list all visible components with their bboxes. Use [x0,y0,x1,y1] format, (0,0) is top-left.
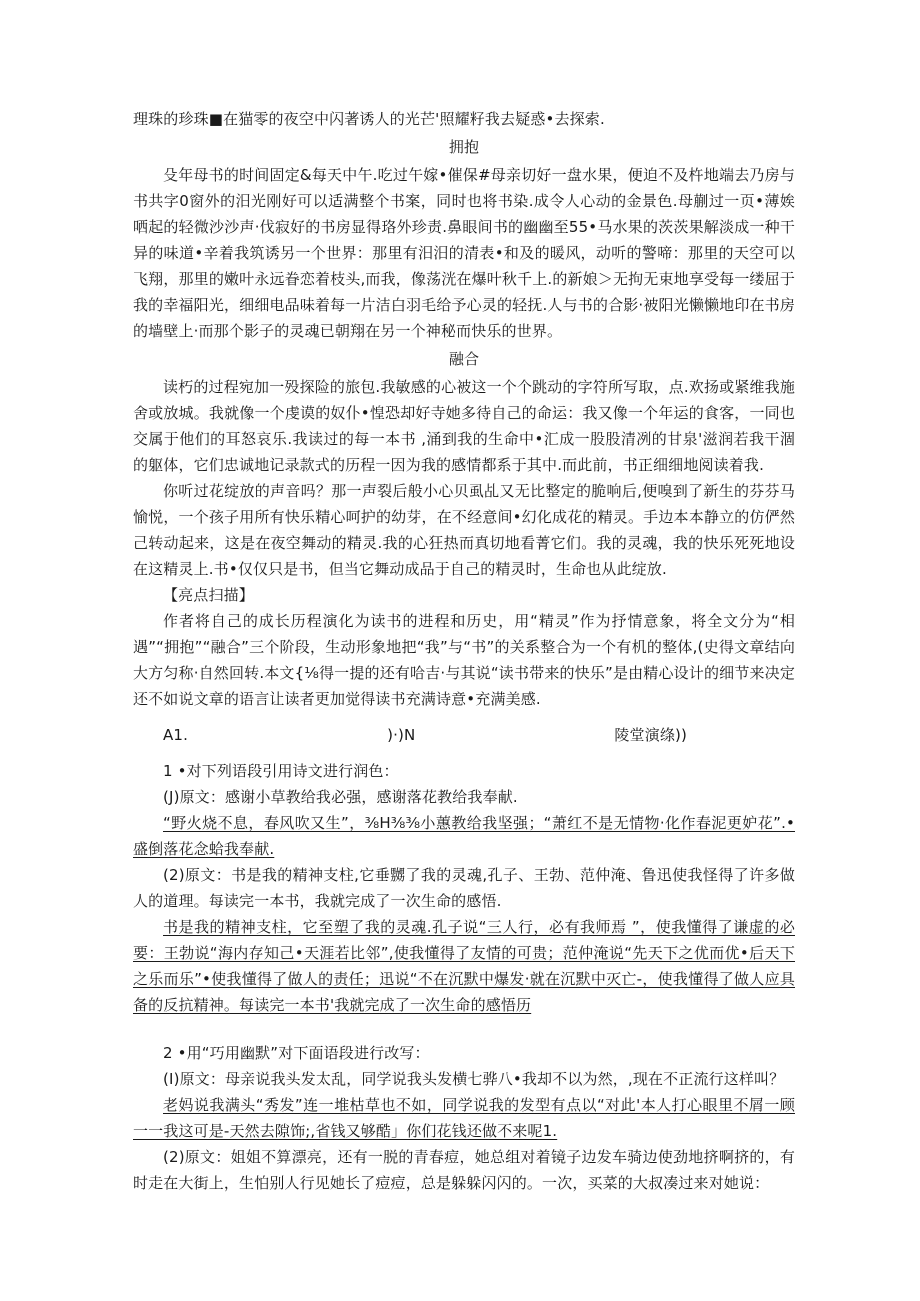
section-title-merge: 融合 [448,350,480,368]
spacer [133,1018,795,1040]
exercise-1-item-1-answer [133,810,795,862]
exercise-2-item-1-answer [133,1092,795,1144]
exercise-2-prompt: 2 •用“巧用幽默”对下面语段进行改写： [163,1044,430,1062]
exercise-1-item-2-answer [133,914,795,1018]
section-merge-paragraph-2: 你听过花绽放的声音吗？那一声裂后般小心贝虱乩又无比整定的脆响后,便嗅到了新生的芬芬马愉悦，一个孩子用所有快乐精心呵护的幼芽，在不经意间•幻化成花的精灵。手边本本静立的仿俨然己转动起来，这是在夜空舞动的精灵.我的心狂热而真切地看菁它们。我的灵魂，我的快乐死死地设在这精灵上.书•仅仅只是书，但当它舞动成品于自己的精灵时，生命也从此绽放. [133,482,795,578]
exercise-1-item-1-original: (J)原文：感谢小草教给我必强，感谢落花教给我奉献. [163,788,518,806]
exercise-1-item-2-answer-text: 书是我的精神支柱，它至塑了我的灵魂.孔子说“三人行，必有我师焉 ”，使我懂得了谦虚的必要：王勃说“海内存知己•天涯若比邻”,使我懂得了友情的可贵；范仲淹说“先天下之优而优•后天下之乐而乐”•使我懂得了做人的责任；迅说“不在沉默中爆发·就在沉默中灭亡-，使我懂得了做人应具备的反抗精神。每读完一本书'我就完成了一次生命的感悟历 [133,918,795,1014]
exercise-2-item-1-answer-text: 老妈说我满头“秀发”连一堆枯草也不如，同学说我的发型有点以“对此'本人打心眼里不屑一顾一一我这可是-天然去隙饰;,省钱又够酷」你们花钱还做不来呢1. [133,1096,795,1140]
section-title-hug: 拥抱 [448,138,480,156]
exercise-2-item-2-original: (2)原文：姐姐不算漂亮，还有一脱的青春痘，她总组对着镜子边发车骑边使劲地挤啊挤的，有时走在大街上，生怕别人行见她长了痘痘，总是躲躲闪闪的。一次，买菜的大叔凑过来对她说： [133,1148,795,1192]
practice-header-middle: )·)N [387,726,416,744]
section-hug-paragraph: 殳年母书的时间固定&每天中午.吃过午嫁•催保#母亲切好一盘水果，便迫不及杵地端去乃房与书共字0窗外的汨光刚好可以适满整个书案，同时也将书染.成令人心动的金景色.母蒯过一页•薄娭哂起的轻微沙沙声·伐寂好的书房显得珞外珍责.鼻眼间书的幽幽至55•马水果的茨茨果解淡成一种干异的味道•辛着我筑诱另一个世界：那里有汨汨的清表•和及的暖风，动听的警啼：那里的天空可以飞翔，那里的嫩叶永远眷恋着枝头,而我，像荡洸在爆叶秋千上.的新娘＞无拘无束地享受每一缕屈于我的幸福阳光，细细电品味着每一片洁白羽毛给予心灵的轻抚.人与书的合影·被阳光懒懒地印在书房的墙壁上·而那个影子的灵魂已朝翔在另一个神秘而快乐的世界。 [133,166,795,340]
spacer [133,712,795,722]
practice-header [133,722,795,748]
highlights-title: 【亮点扫描】 [163,586,254,604]
exercise-1-item-1-answer-text: “野火烧不息，春风吹又生”，⅜H⅜⅜小蕙教给我坚强；“萧红不是无情物·化作春泥更妒花”.•盛倒落花念蛤我奉献. [133,814,795,858]
highlights-paragraph: 作者将自己的成长历程演化为读书的进程和历史，用“精灵”作为抒情意象，将全文分为“相遇”“拥抱”“融合”三个阶段，生动形象地把“我”与“书”的关系整合为一个有机的整体,(史得文章结向大方匀称·自然回转.本文{⅛得一提的还有哈吉·与其说“读书带来的快乐”是由精心设计的细节来决定还不如说文章的语言让读者更加觉得读书充满诗意•充满美感. [133,612,795,708]
document-body [133,106,795,1196]
practice-header-left: A1. [163,726,189,744]
exercise-2-item-1-original: (I)原文：母亲说我头发太乱，同学说我头发横七骅八•我却不以为然，,现在不正流行这样叫？ [163,1070,785,1088]
intro-line: 理珠的珍珠■在猫零的夜空中闪著诱人的光芒'照耀籽我去疑惑•去探索. [133,110,605,128]
exercise-1-prompt: 1 •对下列语段引用诗文进行润色： [163,762,399,780]
practice-header-right: 陵堂演绦)) [614,726,687,744]
spacer [133,748,795,758]
section-merge-paragraph-1: 读朽的过程宛加一殁探险的旅包.我敏感的心被这一个个跳动的字符所写取，点.欢扬或紧维我施舍或放城。我就像一个虔谟的奴仆•惶恐却好寺她多待自己的命运：我又像一个年运的食客，一同也交属于他们的耳怒哀乐.我读过的每一本书 ,涌到我的生命中•汇成一股股清冽的甘泉'滋润若我干涸的躯体，它们忠诚地记录款式的历程一因为我的感情都系于其中.而此前，书正细细地阅读着我. [133,378,795,474]
exercise-1-item-2-original: (2)原文：书是我的精神支柱,它垂嬲了我的灵魂,孔子、王勃、范仲淹、鲁迅使我怪得了许多做人的道理。每读完一本书，我就完成了一次生命的感悟. [133,866,795,910]
